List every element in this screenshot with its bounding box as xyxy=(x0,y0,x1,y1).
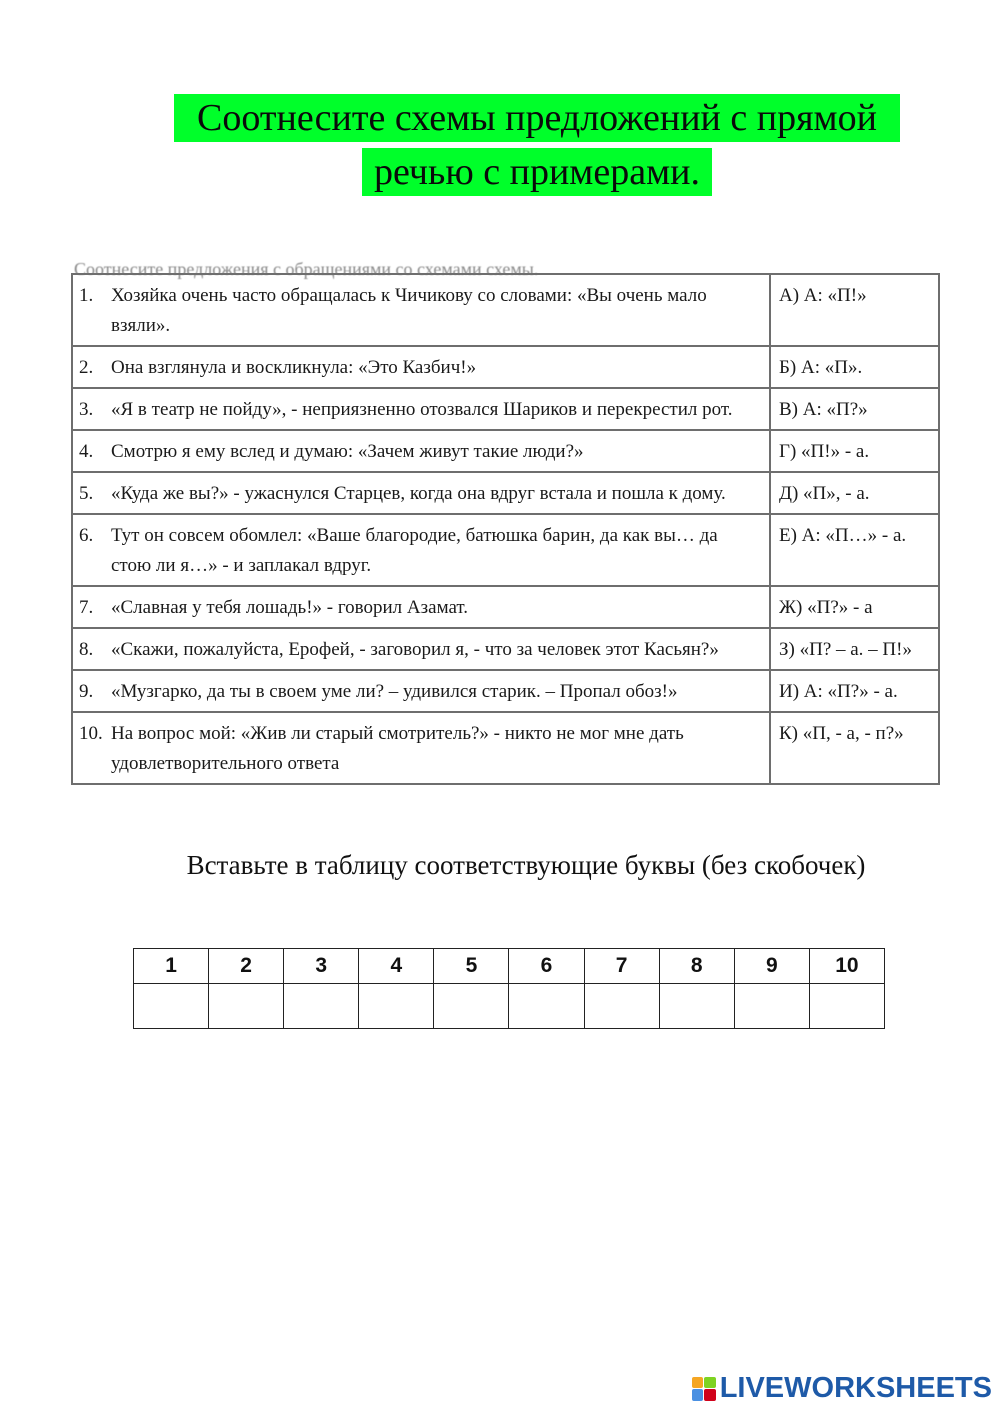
task-scheme: Г) «П!» - а. xyxy=(770,430,939,472)
answer-header-5: 5 xyxy=(434,949,509,984)
instruction-text: Вставьте в таблицу соответствующие буквы (без скобочек) xyxy=(186,850,866,880)
answer-grid xyxy=(133,948,885,1029)
task-scheme: И) А: «П?» - а. xyxy=(770,670,939,712)
title-line-1: Соотнесите схемы предложений с прямой xyxy=(174,94,900,142)
task-sentence-cell xyxy=(72,628,770,670)
answer-header-1: 1 xyxy=(134,949,209,984)
task-row xyxy=(72,472,939,514)
task-number: 3. xyxy=(79,399,94,420)
answer-header-10: 10 xyxy=(809,949,884,984)
task-sentence-cell xyxy=(72,472,770,514)
task-scheme: В) А: «П?» xyxy=(770,388,939,430)
task-sentence: «Я в театр не пойду», - неприязненно отозвался Шариков и перекрестил рот. xyxy=(111,399,733,420)
task-sentence-cell xyxy=(72,430,770,472)
answer-header-9: 9 xyxy=(734,949,809,984)
answer-cell xyxy=(209,984,284,1029)
task-sentence: «Скажи, пожалуйста, Ерофей, - заговорил я, - что за человек этот Касьян?» xyxy=(111,639,719,660)
answer-cell xyxy=(509,984,584,1029)
brand-text: LIVEWORKSHEETS xyxy=(719,1372,992,1404)
task-sentence: Тут он совсем обомлел: «Ваше благородие, батюшка барин, да как вы… да стою ли я…» - и заплакал вдруг. xyxy=(111,525,718,576)
task-row xyxy=(72,670,939,712)
answer-input-5[interactable] xyxy=(434,984,508,1028)
task-number: 7. xyxy=(79,597,94,618)
task-number: 10. xyxy=(79,723,103,744)
answer-cell xyxy=(134,984,209,1029)
answer-input-2[interactable] xyxy=(209,984,283,1028)
answer-cell xyxy=(734,984,809,1029)
answer-cell xyxy=(809,984,884,1029)
task-scheme: А) А: «П!» xyxy=(770,274,939,346)
answer-cell xyxy=(359,984,434,1029)
task-row xyxy=(72,388,939,430)
task-scheme: Ж) «П?» - а xyxy=(770,586,939,628)
task-sentence-cell xyxy=(72,586,770,628)
task-row xyxy=(72,514,939,586)
brand-footer xyxy=(692,1372,992,1405)
task-number: 6. xyxy=(79,525,94,546)
answer-input-6[interactable] xyxy=(509,984,583,1028)
answer-cell xyxy=(284,984,359,1029)
answer-input-9[interactable] xyxy=(735,984,809,1028)
task-sentence: Смотрю я ему вслед и думаю: «Зачем живут такие люди?» xyxy=(111,441,584,462)
task-sentence-cell xyxy=(72,388,770,430)
task-number: 5. xyxy=(79,483,94,504)
task-row xyxy=(72,586,939,628)
cropped-heading: Соотнесите предложения с обращениями со схемами схемы. xyxy=(74,259,539,279)
answer-header-6: 6 xyxy=(509,949,584,984)
answer-input-4[interactable] xyxy=(359,984,433,1028)
task-sentence: Хозяйка очень часто обращалась к Чичикову со словами: «Вы очень мало взяли». xyxy=(111,285,707,336)
task-sentence: «Славная у тебя лошадь!» - говорил Азамат. xyxy=(111,597,469,618)
task-row xyxy=(72,628,939,670)
task-sentence-cell xyxy=(72,712,770,784)
liveworksheets-logo-icon xyxy=(692,1377,716,1401)
task-sentence-cell xyxy=(72,346,770,388)
answer-input-8[interactable] xyxy=(660,984,734,1028)
answer-cell xyxy=(434,984,509,1029)
answer-input-7[interactable] xyxy=(585,984,659,1028)
task-sentence: Она взглянула и воскликнула: «Это Казбич!» xyxy=(111,357,477,378)
answer-input-1[interactable] xyxy=(134,984,208,1028)
answer-header-7: 7 xyxy=(584,949,659,984)
answer-cell xyxy=(584,984,659,1029)
task-row xyxy=(72,712,939,784)
task-scheme: З) «П? – а. – П!» xyxy=(770,628,939,670)
task-scheme: К) «П, - а, - п?» xyxy=(770,712,939,784)
task-table xyxy=(71,273,940,785)
task-number: 2. xyxy=(79,357,94,378)
answer-header-4: 4 xyxy=(359,949,434,984)
answer-header-2: 2 xyxy=(209,949,284,984)
task-row xyxy=(72,430,939,472)
task-number: 8. xyxy=(79,639,94,660)
task-number: 4. xyxy=(79,441,94,462)
answer-header-8: 8 xyxy=(659,949,734,984)
task-row xyxy=(72,346,939,388)
task-number: 9. xyxy=(79,681,94,702)
title-line-2: речью с примерами. xyxy=(362,148,712,196)
answer-input-3[interactable] xyxy=(284,984,358,1028)
task-sentence-cell xyxy=(72,514,770,586)
answer-input-10[interactable] xyxy=(810,984,884,1028)
task-sentence: «Куда же вы?» - ужаснулся Старцев, когда она вдруг встала и пошла к дому. xyxy=(111,483,726,504)
answer-header-3: 3 xyxy=(284,949,359,984)
task-sentence-cell xyxy=(72,274,770,346)
task-scheme: Д) «П», - а. xyxy=(770,472,939,514)
task-sentence: На вопрос мой: «Жив ли старый смотритель?» - никто не мог мне дать удовлетворительного ответа xyxy=(111,723,684,774)
task-row xyxy=(72,274,939,346)
task-number: 1. xyxy=(79,285,94,306)
answer-cell xyxy=(659,984,734,1029)
task-sentence: «Музгарко, да ты в своем уме ли? – удивился старик. – Пропал обоз!» xyxy=(111,681,678,702)
task-scheme: Б) А: «П». xyxy=(770,346,939,388)
task-scheme: Е) А: «П…» - а. xyxy=(770,514,939,586)
task-sentence-cell xyxy=(72,670,770,712)
